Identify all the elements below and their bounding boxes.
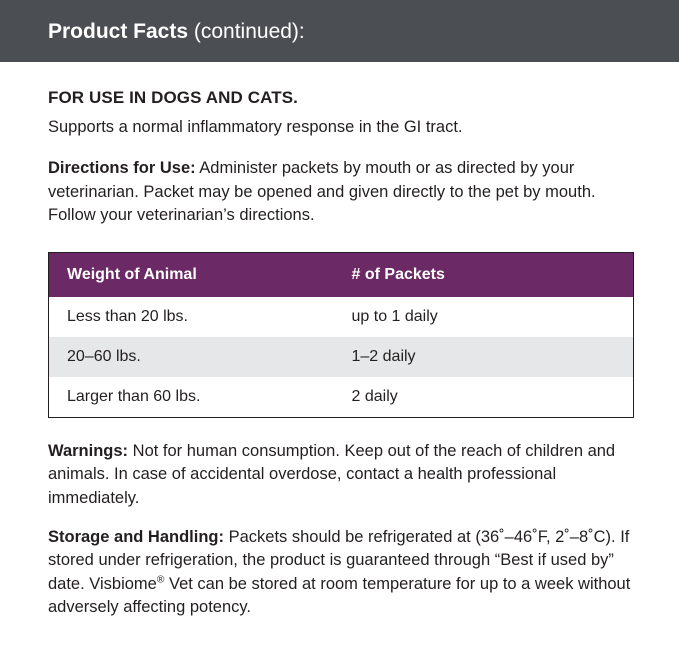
table-cell-weight: 20–60 lbs. — [49, 337, 334, 377]
use-heading: FOR USE IN DOGS AND CATS. — [48, 88, 298, 107]
page-title-continued: (continued): — [188, 19, 305, 43]
footer-notes — [48, 440, 633, 620]
table-header-row — [49, 252, 634, 297]
warnings-text: Not for human consumption. Keep out of the reach of children and animals. In case of accidental overdose, contact a health professional immediately. — [48, 441, 616, 507]
table-header-weight: Weight of Animal — [49, 252, 334, 297]
table-row — [49, 337, 634, 377]
table-cell-packets: up to 1 daily — [351, 307, 438, 325]
table-header-packets: # of Packets — [334, 252, 634, 297]
storage-label: Storage and Handling: — [48, 527, 225, 546]
table-cell-weight: Less than 20 lbs. — [67, 307, 188, 325]
page-title — [48, 21, 305, 42]
directions-label: Directions for Use: — [48, 159, 196, 178]
directions-text: Administer packets by mouth or as directed by your veterinarian. Packet may be opened and given directly to the pet by mouth. Follow your veterinarian’s directions. — [48, 159, 596, 225]
dosage-table — [48, 252, 634, 418]
storage-text-first: Packets should be refrigerated at (36˚–46˚F, 2˚–8˚C). If stored under refrigeration, the product is guaranteed through “Best if used by” date. Visbiome — [48, 527, 630, 593]
storage-text-second: Vet can be stored at room temperature for up to a week without adversely affecting potency. — [48, 574, 631, 617]
storage-paragraph — [48, 526, 633, 620]
table-row — [49, 297, 634, 337]
warnings-label: Warnings: — [48, 441, 129, 460]
directions-paragraph — [48, 157, 633, 227]
page-title-strong: Product Facts — [48, 19, 189, 43]
content-area — [0, 88, 679, 620]
registered-trademark-icon: ® — [156, 574, 165, 586]
table-cell-packets: 1–2 daily — [334, 337, 634, 377]
header-bar — [0, 0, 679, 62]
table-cell-weight: Larger than 60 lbs. — [67, 387, 201, 405]
warnings-paragraph — [48, 440, 633, 510]
table-row — [49, 377, 634, 418]
table-cell-packets: 2 daily — [351, 387, 398, 405]
use-subtext: Supports a normal inflammatory response in the GI tract. — [48, 118, 463, 136]
